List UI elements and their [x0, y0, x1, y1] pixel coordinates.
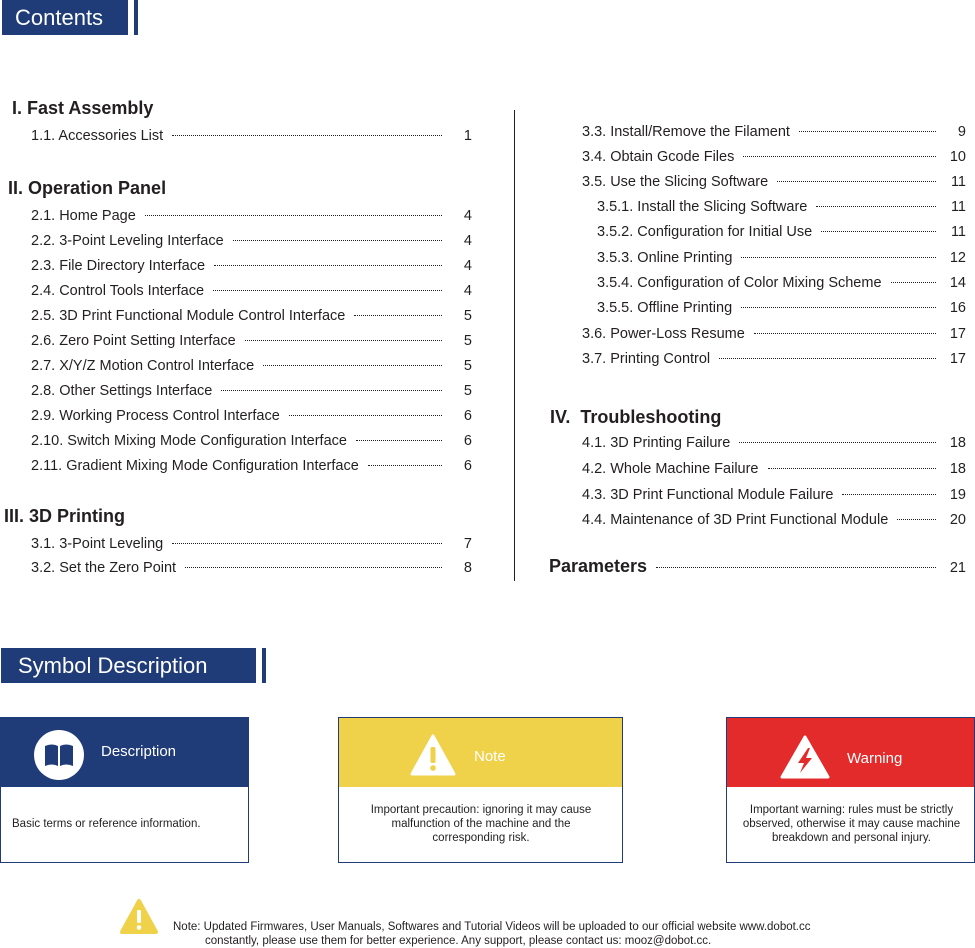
- toc-leader: [897, 519, 936, 520]
- toc-entry[interactable]: [582, 173, 966, 191]
- contents-header: Contents: [2, 0, 128, 35]
- toc-page: 1: [463, 128, 472, 144]
- toc-leader: [719, 358, 936, 359]
- toc-leader: [233, 240, 442, 241]
- warning-body: [727, 787, 974, 862]
- toc-leader: [172, 135, 442, 136]
- toc-entry[interactable]: [31, 407, 472, 425]
- toc-label: 2.5. 3D Print Functional Module Control Interface: [31, 308, 346, 324]
- toc-leader: [214, 265, 442, 266]
- toc-entry[interactable]: [31, 357, 472, 375]
- book-icon: [34, 730, 84, 780]
- toc-label: 2.7. X/Y/Z Motion Control Interface: [31, 358, 255, 374]
- toc-page: 18: [949, 435, 966, 451]
- toc-leader: [743, 156, 936, 157]
- toc-leader: [741, 307, 936, 308]
- description-title: Description: [101, 743, 177, 760]
- toc-page: 4: [463, 233, 472, 249]
- toc-leader: [263, 365, 442, 366]
- toc-entry[interactable]: [31, 207, 472, 225]
- toc-page: 5: [463, 333, 472, 349]
- footer-note-line2: constantly, please use them for better experience. Any support, please contact us: mooz@dobot.cc.: [205, 935, 712, 947]
- section-title: Troubleshooting: [580, 407, 722, 427]
- warning-title: Warning: [847, 750, 903, 767]
- toc-entry[interactable]: [582, 123, 966, 141]
- toc-label: 3.2. Set the Zero Point: [31, 560, 177, 576]
- section-title: Operation Panel: [28, 178, 167, 198]
- toc-label: 2.10. Switch Mixing Mode Configuration Interface: [31, 433, 347, 449]
- toc-label: 3.5.2. Configuration for Initial Use: [597, 224, 813, 240]
- note-box-header: [339, 718, 622, 787]
- warning-triangle-icon: [409, 733, 457, 782]
- note-title: Note: [474, 748, 506, 765]
- column-divider: [514, 110, 515, 581]
- toc-entry[interactable]: [597, 249, 966, 267]
- description-box-header: [1, 718, 248, 787]
- toc-entry[interactable]: [31, 457, 472, 475]
- toc-label: 3.5.4. Configuration of Color Mixing Scheme: [597, 275, 882, 291]
- toc-page: 5: [463, 308, 472, 324]
- section-title: Fast Assembly: [27, 98, 154, 118]
- toc-page: 11: [950, 224, 966, 240]
- toc-label: 3.5.1. Install the Slicing Software: [597, 199, 808, 215]
- toc-leader: [213, 290, 442, 291]
- toc-leader: [754, 333, 936, 334]
- toc-leader: [821, 231, 936, 232]
- note-body: [339, 787, 622, 862]
- toc-leader: [245, 340, 442, 341]
- section-number: IV.: [550, 407, 571, 427]
- symbol-description-header: Symbol Description: [1, 648, 256, 683]
- toc-label: 3.7. Printing Control: [582, 351, 711, 367]
- footer-note-line1: Note: Updated Firmwares, User Manuals, Softwares and Tutorial Videos will be uploaded to our official website www.dobot.cc: [173, 921, 811, 933]
- toc-label: 3.1. 3-Point Leveling: [31, 536, 164, 552]
- warning-box-header: [727, 718, 974, 787]
- toc-page: 17: [949, 351, 966, 367]
- toc-label: 2.11. Gradient Mixing Mode Configuration Interface: [31, 458, 359, 474]
- toc-leader: [185, 567, 442, 568]
- footer-note: [173, 920, 811, 948]
- symbol-header-accent: [262, 648, 266, 683]
- toc-label: 2.4. Control Tools Interface: [31, 283, 205, 299]
- toc-entry[interactable]: [582, 434, 966, 452]
- toc-page: 4: [463, 258, 472, 274]
- toc-label: 1.1. Accessories List: [31, 128, 164, 144]
- toc-page: 11: [950, 174, 966, 190]
- toc-page: 21: [949, 560, 966, 576]
- toc-leader: [741, 257, 936, 258]
- toc-leader: [356, 440, 442, 441]
- note-triangle-icon: [119, 898, 159, 941]
- toc-page: 20: [949, 512, 966, 528]
- description-text: Basic terms or reference information.: [12, 818, 201, 830]
- toc-entry[interactable]: [597, 198, 966, 216]
- toc-entry[interactable]: [31, 282, 472, 300]
- section-heading: [8, 178, 166, 199]
- toc-page: 5: [463, 383, 472, 399]
- toc-leader: [777, 181, 936, 182]
- section-heading: [12, 98, 153, 119]
- toc-page: 12: [949, 250, 966, 266]
- warning-symbol-box: [726, 717, 975, 863]
- section-number: III.: [4, 506, 25, 526]
- note-text: Important precaution: ignoring it may cause malfunction of the machine and the corresponding risk.: [370, 804, 592, 844]
- section-number: I.: [12, 98, 23, 118]
- toc-leader: [289, 415, 442, 416]
- toc-leader: [816, 206, 936, 207]
- toc-page: 9: [957, 124, 966, 140]
- description-symbol-box: [0, 717, 249, 863]
- toc-entry[interactable]: [582, 148, 966, 166]
- toc-label: 2.3. File Directory Interface: [31, 258, 206, 274]
- contents-header-accent: [134, 0, 138, 35]
- toc-entry[interactable]: [31, 535, 472, 553]
- toc-label: 4.2. Whole Machine Failure: [582, 461, 759, 477]
- toc-label: 3.5. Use the Slicing Software: [582, 174, 769, 190]
- toc-page: 6: [463, 433, 472, 449]
- section-heading: [550, 407, 721, 428]
- toc-page: 11: [950, 199, 966, 215]
- toc-entry[interactable]: [31, 332, 472, 350]
- toc-leader: [172, 543, 442, 544]
- toc-label: 2.1. Home Page: [31, 208, 136, 224]
- parameters-title: Parameters: [549, 556, 648, 576]
- section-number: II.: [8, 178, 24, 198]
- toc-entry[interactable]: [582, 486, 966, 504]
- toc-leader: [739, 442, 936, 443]
- toc-page: 18: [949, 461, 966, 477]
- lightning-icon: [779, 734, 831, 785]
- toc-page: 4: [463, 283, 472, 299]
- toc-entry[interactable]: [31, 257, 472, 275]
- toc-label: 2.2. 3-Point Leveling Interface: [31, 233, 224, 249]
- toc-page: 17: [949, 326, 966, 342]
- toc-label: 3.5.3. Online Printing: [597, 250, 733, 266]
- toc-entry[interactable]: [31, 382, 472, 400]
- description-body: [1, 787, 248, 862]
- toc-entry[interactable]: [582, 511, 966, 529]
- note-symbol-box: [338, 717, 623, 863]
- toc-leader: [221, 390, 442, 391]
- toc-label: 3.5.5. Offline Printing: [597, 300, 733, 316]
- toc-page: 14: [949, 275, 966, 291]
- toc-page: 4: [463, 208, 472, 224]
- toc-page: 8: [463, 560, 472, 576]
- toc-page: 19: [949, 487, 966, 503]
- toc-entry[interactable]: [597, 274, 966, 292]
- toc-entry[interactable]: [31, 232, 472, 250]
- toc-leader: [145, 215, 442, 216]
- toc-entry[interactable]: [31, 127, 472, 145]
- toc-entry[interactable]: [597, 223, 966, 241]
- toc-leader: [368, 465, 442, 466]
- toc-label: 2.8. Other Settings Interface: [31, 383, 213, 399]
- toc-page: 6: [463, 458, 472, 474]
- toc-label: 2.9. Working Process Control Interface: [31, 408, 280, 424]
- toc-page: 16: [949, 300, 966, 316]
- section-heading: [4, 506, 125, 527]
- toc-page: 10: [949, 149, 966, 165]
- toc-label: 2.6. Zero Point Setting Interface: [31, 333, 236, 349]
- toc-entry[interactable]: [31, 432, 472, 450]
- toc-entry-parameters[interactable]: [549, 557, 966, 577]
- toc-page: 6: [463, 408, 472, 424]
- toc-entry[interactable]: [582, 350, 966, 368]
- toc-label: 3.6. Power-Loss Resume: [582, 326, 745, 342]
- toc-label: 3.3. Install/Remove the Filament: [582, 124, 790, 140]
- warning-text: Important warning: rules must be strictly observed, otherwise it may cause machine breakdown and personal injury.: [742, 804, 961, 844]
- toc-leader: [656, 567, 936, 568]
- toc-leader: [799, 131, 936, 132]
- toc-leader: [768, 468, 937, 469]
- toc-label: 3.4. Obtain Gcode Files: [582, 149, 735, 165]
- section-title: 3D Printing: [29, 506, 126, 526]
- toc-page: 5: [463, 358, 472, 374]
- toc-entry[interactable]: [582, 325, 966, 343]
- toc-entry[interactable]: [31, 559, 472, 577]
- toc-entry[interactable]: [31, 307, 472, 325]
- toc-leader: [354, 315, 442, 316]
- toc-entry[interactable]: [582, 460, 966, 478]
- toc-page: 7: [463, 536, 472, 552]
- toc-entry[interactable]: [597, 299, 966, 317]
- toc-label: 4.3. 3D Print Functional Module Failure: [582, 487, 834, 503]
- toc-label: 4.4. Maintenance of 3D Print Functional Module: [582, 512, 889, 528]
- toc-leader: [842, 494, 936, 495]
- toc-leader: [891, 282, 936, 283]
- toc-label: 4.1. 3D Printing Failure: [582, 435, 731, 451]
